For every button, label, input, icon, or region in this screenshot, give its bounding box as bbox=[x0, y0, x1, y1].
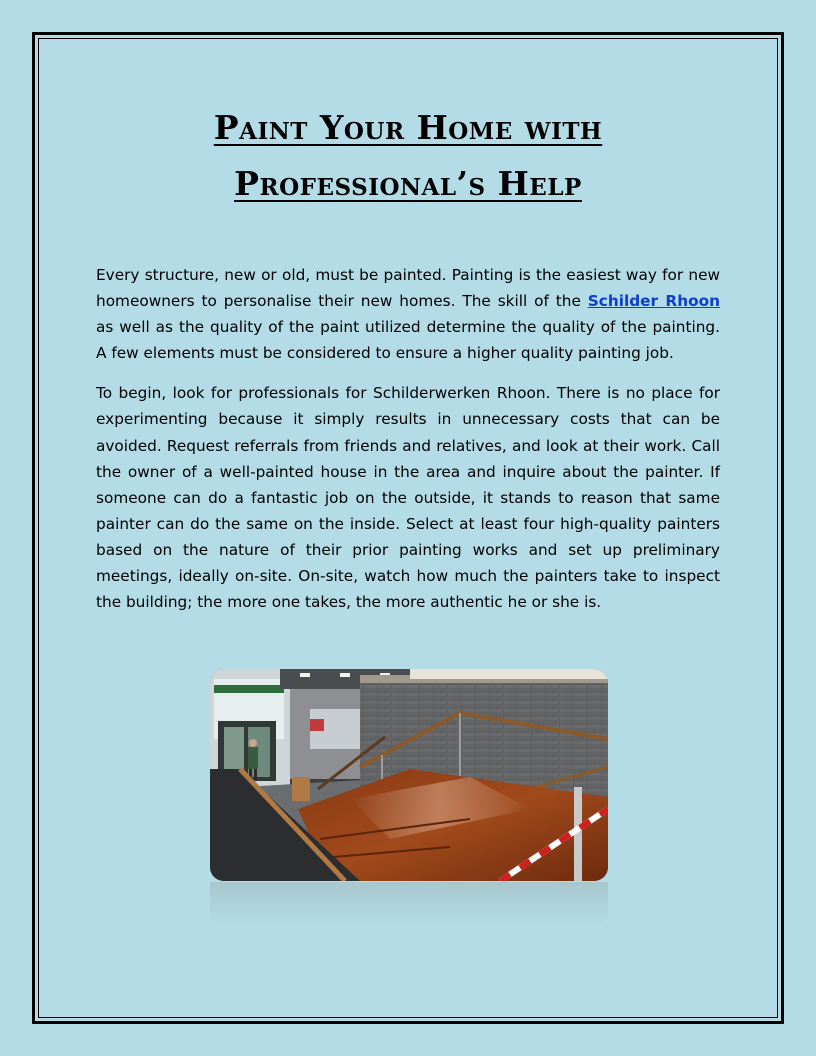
paragraph-2: To begin, look for professionals for Schilderwerken Rhoon. There is no place for experimenting because it simply results in unnecessary costs that can be avoided. Request referrals from friends and relatives, and look at their work. Call the owner of a well-painted house in the area and inquire about the painter. If someone can do a fantastic job on the outside, it stands to reason that same painter can do the same on the inside. Select at least four high-quality painters based on the nature of their prior painting works and set up preliminary meetings, ideally on-site. On-site, watch how much the painters take to inspect the building; the more one takes, the more authentic he or she is. bbox=[96, 384, 720, 612]
staircase-photo bbox=[210, 669, 608, 881]
paragraph-1-text-a: Every structure, new or old, must be painted. Painting is the easiest way for new homeowners to personalise their new homes. The skill of the bbox=[96, 266, 720, 311]
photo-reflection bbox=[210, 882, 608, 928]
paragraph-1 bbox=[96, 262, 720, 366]
title-line-2: Professional’s Help bbox=[234, 164, 582, 203]
title-line-1: Paint Your Home with bbox=[213, 108, 603, 147]
schilder-rhoon-link[interactable]: Schilder Rhoon bbox=[587, 292, 720, 311]
paragraph-1-text-b: as well as the quality of the paint utilized determine the quality of the painting. A few elements must be considered to ensure a higher quality painting job. bbox=[96, 318, 720, 363]
page-title bbox=[96, 100, 720, 212]
article-body bbox=[96, 262, 720, 629]
